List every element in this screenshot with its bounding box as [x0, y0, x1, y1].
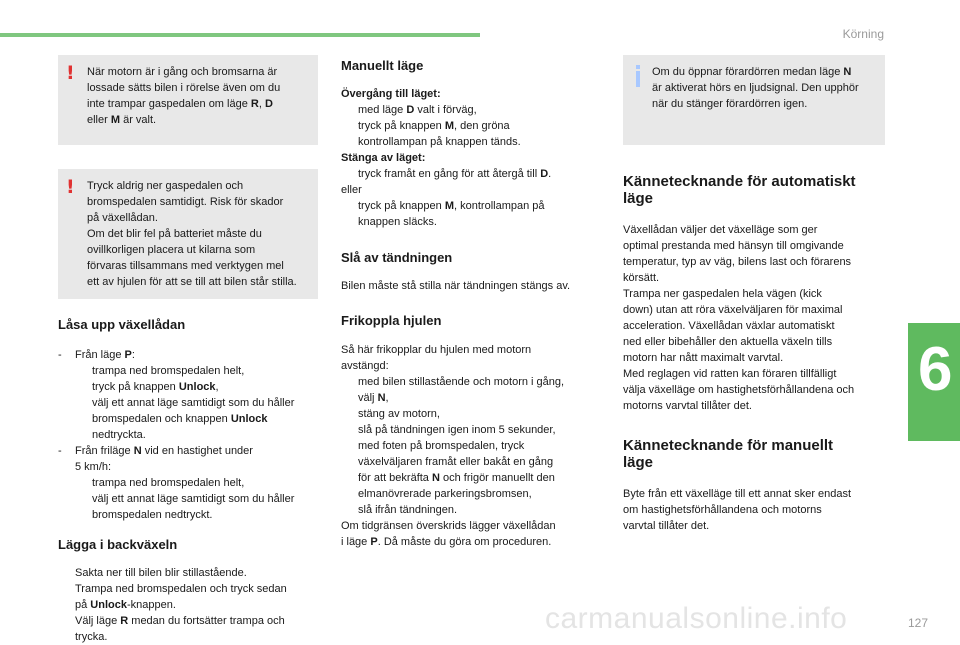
body-text: Byte från ett växelläge till ett annat sker endast om hastighetsförhållandena och motorns varvtal tillåter det.: [623, 488, 852, 532]
warning-box-2: [58, 169, 318, 299]
body-text: Om tidgränsen överskrids lägger växellådan i läge P. Då måste du göra om proceduren.: [341, 520, 556, 548]
list-item: slå ifrån tändningen.: [358, 504, 458, 516]
list-item: trampa ned bromspedalen helt,: [92, 477, 245, 489]
warning-icon: !: [66, 62, 75, 84]
heading-automatiskt: Kännetecknande för automatiskt läge: [623, 173, 856, 207]
body-text: Bilen måste stå stilla när tändningen stängs av.: [341, 280, 571, 292]
warning-icon: !: [66, 176, 75, 198]
list-item: slå på tändningen igen inom 5 sekunder,: [358, 424, 556, 436]
column-middle: [341, 55, 604, 550]
info-text: Om du öppnar förardörren medan läge N är aktiverat hörs en ljudsignal. Den upphör när du stänger förardörren igen.: [652, 66, 859, 110]
list-item: tryck på knappen Unlock,: [92, 381, 219, 393]
page-number: 127: [907, 616, 928, 630]
heading-manuellt-lage: Manuellt läge: [341, 58, 424, 73]
column-right: [623, 55, 885, 534]
list-item: tryck framåt en gång för att återgå till D.: [358, 168, 552, 180]
list-item: Välj läge R medan du fortsätter trampa och trycka.: [75, 615, 285, 643]
list-item: Sakta ner till bilen blir stillastående.: [75, 567, 247, 579]
list-item: välj ett annat läge samtidigt som du håller bromspedalen och knappen Unlock nedtryckta.: [92, 397, 295, 441]
list-item: med foten på bromspedalen, tryck växelväljaren framåt eller bakåt en gång för att bekräfta N och frigör manuellt den elmanövrerade parkeringsbromsen,: [358, 440, 555, 500]
list-item: tryck på knappen M, kontrollampan på knappen släcks.: [358, 200, 545, 228]
list-item: Trampa ned bromspedalen och tryck sedan på Unlock-knappen.: [75, 583, 287, 611]
heading-backvaxel: Lägga i backväxeln: [58, 537, 178, 552]
heading-sla-av: Slå av tändningen: [341, 250, 453, 265]
section-title: Körning: [842, 27, 884, 41]
heading-manuellt: Kännetecknande för manuellt läge: [623, 437, 834, 471]
warning-text: Tryck aldrig ner gaspedalen och bromspedalen samtidigt. Risk för skador på växellådan. Om det blir fel på batteriet måste du ovillkorligen placera ut kilarna som förvaras tillsammans med verktygen mel ett av hjulen för att se till att bilen står stilla.: [87, 180, 297, 288]
subheading: Stänga av läget:: [341, 152, 426, 164]
heading-lasa-upp: Låsa upp växellådan: [58, 317, 186, 332]
heading-frikoppla: Frikoppla hjulen: [341, 313, 442, 328]
info-box: [623, 55, 885, 145]
chapter-number: 6: [918, 335, 953, 404]
list-item: välj ett annat läge samtidigt som du håller bromspedalen nedtryckt.: [92, 493, 295, 521]
watermark: carmanualsonline.info: [545, 602, 848, 635]
warning-box-1: [58, 55, 318, 145]
subheading: Övergång till läget:: [341, 88, 441, 100]
list-item: med läge D valt i förväg,: [358, 104, 477, 116]
body-text: eller: [341, 184, 362, 196]
chapter-tab: [908, 323, 960, 441]
list-item: stäng av motorn,: [358, 408, 440, 420]
column-left: [58, 55, 318, 645]
info-icon: [633, 65, 645, 87]
list-item: tryck på knappen M, den gröna kontrollampan på knappen tänds.: [358, 120, 521, 148]
header-bar: [0, 33, 480, 37]
list-item: - Från läge P:: [58, 349, 135, 361]
list-item: - Från friläge N vid en hastighet under 5 km/h:: [58, 445, 253, 473]
body-text: Växellådan väljer det växelläge som ger optimal prestanda med hänsyn till omgivande temperatur, typ av väg, bilens last och förarens körsätt. Trampa ner gaspedalen hela vägen (kick down) utan att röra växelväljaren för maximal acceleration. Växellådan växlar automatiskt ned eller bibehåller den aktuella växeln tills motorn har nått maximalt varvtal. Med reglagen vid ratten kan föraren tillfälligt välja växelläge om hastighetsförhållandena och motorns varvtal tillåter det.: [623, 224, 855, 412]
body-text: Så här frikopplar du hjulen med motorn avstängd:: [341, 344, 532, 372]
list-item: trampa ned bromspedalen helt,: [92, 365, 245, 377]
list-item: med bilen stillastående och motorn i gång, välj N,: [358, 376, 565, 404]
warning-text: När motorn är i gång och bromsarna är lossade sätts bilen i rörelse även om du inte trampar gaspedalen om läge R, D eller M är valt.: [87, 66, 281, 126]
